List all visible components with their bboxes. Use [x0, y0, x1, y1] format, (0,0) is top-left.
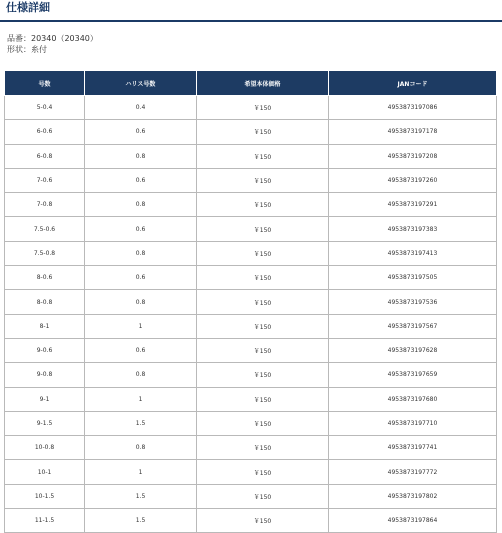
cell-size: 10-1	[5, 460, 85, 484]
table-header-row	[5, 71, 497, 96]
cell-leader-size: 0.8	[85, 241, 197, 265]
cell-price: ￥150	[197, 144, 329, 168]
cell-jan-code: 4953873197178	[329, 120, 497, 144]
cell-price: ￥150	[197, 290, 329, 314]
cell-jan-code: 4953873197260	[329, 168, 497, 192]
cell-size: 9-1	[5, 387, 85, 411]
cell-jan-code: 4953873197772	[329, 460, 497, 484]
cell-size: 8-0.8	[5, 290, 85, 314]
cell-price: ￥150	[197, 387, 329, 411]
cell-price: ￥150	[197, 266, 329, 290]
table-row	[5, 509, 497, 533]
cell-leader-size: 0.8	[85, 144, 197, 168]
table-row	[5, 241, 497, 265]
table-body	[5, 96, 497, 533]
cell-leader-size: 0.6	[85, 120, 197, 144]
cell-leader-size: 0.8	[85, 436, 197, 460]
table-row	[5, 120, 497, 144]
cell-jan-code: 4953873197710	[329, 411, 497, 435]
cell-leader-size: 0.6	[85, 338, 197, 362]
header-leader-size: ハリス号数	[85, 71, 197, 96]
cell-jan-code: 4953873197536	[329, 290, 497, 314]
cell-size: 8-0.6	[5, 266, 85, 290]
cell-price: ￥150	[197, 168, 329, 192]
cell-jan-code: 4953873197628	[329, 338, 497, 362]
cell-price: ￥150	[197, 338, 329, 362]
cell-leader-size: 1.5	[85, 411, 197, 435]
table-row	[5, 290, 497, 314]
cell-price: ￥150	[197, 436, 329, 460]
table-row	[5, 387, 497, 411]
cell-leader-size: 0.8	[85, 363, 197, 387]
table-row	[5, 460, 497, 484]
cell-size: 9-0.8	[5, 363, 85, 387]
cell-price: ￥150	[197, 241, 329, 265]
cell-size: 6-0.8	[5, 144, 85, 168]
table-row	[5, 144, 497, 168]
cell-jan-code: 4953873197567	[329, 314, 497, 338]
cell-price: ￥150	[197, 120, 329, 144]
cell-leader-size: 1	[85, 314, 197, 338]
section-title: 仕様詳細	[0, 0, 502, 22]
cell-size: 7.5-0.8	[5, 241, 85, 265]
cell-jan-code: 4953873197208	[329, 144, 497, 168]
table-row	[5, 436, 497, 460]
cell-leader-size: 1	[85, 387, 197, 411]
header-jan-code: JANコード	[329, 71, 497, 96]
table-row	[5, 266, 497, 290]
cell-leader-size: 0.6	[85, 217, 197, 241]
table-row	[5, 411, 497, 435]
cell-leader-size: 0.8	[85, 290, 197, 314]
cell-leader-size: 0.6	[85, 266, 197, 290]
table-row	[5, 168, 497, 192]
cell-price: ￥150	[197, 193, 329, 217]
table-row	[5, 484, 497, 508]
cell-jan-code: 4953873197086	[329, 96, 497, 120]
cell-jan-code: 4953873197680	[329, 387, 497, 411]
cell-size: 7-0.6	[5, 168, 85, 192]
table-row	[5, 96, 497, 120]
cell-size: 11-1.5	[5, 509, 85, 533]
cell-size: 9-1.5	[5, 411, 85, 435]
cell-price: ￥150	[197, 314, 329, 338]
cell-size: 10-0.8	[5, 436, 85, 460]
cell-jan-code: 4953873197291	[329, 193, 497, 217]
table-row	[5, 363, 497, 387]
cell-leader-size: 0.8	[85, 193, 197, 217]
cell-price: ￥150	[197, 411, 329, 435]
product-form: 形状：糸付	[7, 45, 47, 54]
cell-size: 8-1	[5, 314, 85, 338]
table-row	[5, 217, 497, 241]
cell-price: ￥150	[197, 509, 329, 533]
cell-jan-code: 4953873197505	[329, 266, 497, 290]
spec-table	[4, 70, 497, 533]
cell-jan-code: 4953873197383	[329, 217, 497, 241]
cell-price: ￥150	[197, 96, 329, 120]
cell-leader-size: 1.5	[85, 509, 197, 533]
cell-price: ￥150	[197, 460, 329, 484]
product-code: 品番：20340（20340）	[7, 34, 98, 43]
cell-size: 7-0.8	[5, 193, 85, 217]
cell-jan-code: 4953873197413	[329, 241, 497, 265]
cell-leader-size: 1	[85, 460, 197, 484]
cell-price: ￥150	[197, 484, 329, 508]
cell-size: 9-0.6	[5, 338, 85, 362]
header-price: 希望本体価格	[197, 71, 329, 96]
cell-size: 5-0.4	[5, 96, 85, 120]
cell-size: 7.5-0.6	[5, 217, 85, 241]
table-row	[5, 338, 497, 362]
cell-jan-code: 4953873197659	[329, 363, 497, 387]
cell-size: 6-0.6	[5, 120, 85, 144]
cell-jan-code: 4953873197802	[329, 484, 497, 508]
cell-size: 10-1.5	[5, 484, 85, 508]
cell-jan-code: 4953873197864	[329, 509, 497, 533]
cell-jan-code: 4953873197741	[329, 436, 497, 460]
cell-price: ￥150	[197, 363, 329, 387]
header-size: 号数	[5, 71, 85, 96]
cell-price: ￥150	[197, 217, 329, 241]
cell-leader-size: 0.6	[85, 168, 197, 192]
cell-leader-size: 0.4	[85, 96, 197, 120]
table-row	[5, 314, 497, 338]
table-row	[5, 193, 497, 217]
cell-leader-size: 1.5	[85, 484, 197, 508]
